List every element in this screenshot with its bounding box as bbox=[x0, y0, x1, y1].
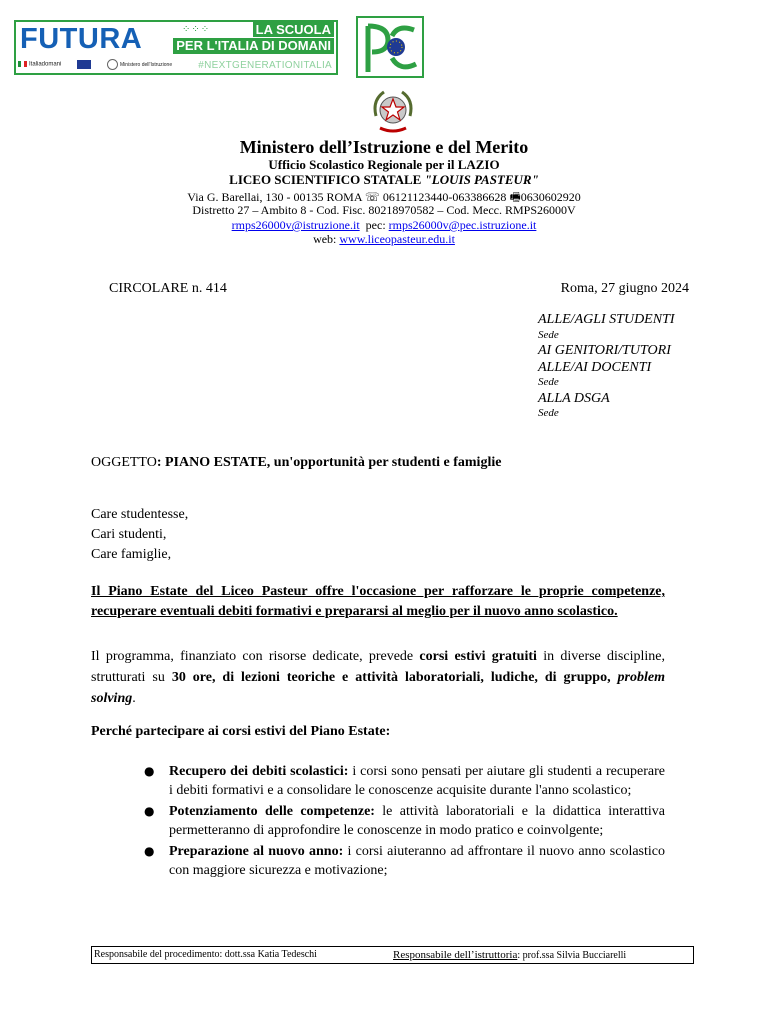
school-logo bbox=[356, 16, 424, 78]
recipient-teachers: ALLE/AI DOCENTI bbox=[538, 360, 652, 375]
school-name: LICEO SCIENTIFICO STATALE "LOUIS PASTEUR" bbox=[229, 172, 539, 187]
circolare-number: CIRCOLARE n. 414 bbox=[109, 281, 227, 296]
list-item: ● Potenziamento delle competenze: le attività laboratoriali e la didattica interattiva permetteranno di approfondire le conoscenze in modo pratico e coinvolgente; bbox=[144, 804, 665, 838]
ministry-mini-logo: Ministero dell'Istruzione bbox=[107, 59, 172, 70]
website-link[interactable]: www.liceopasteur.edu.it bbox=[339, 232, 455, 246]
greeting-line: Cari studenti, bbox=[91, 527, 167, 542]
bullet-icon: ● bbox=[144, 844, 155, 858]
footer-responsibles bbox=[91, 946, 694, 964]
eu-flag-icon bbox=[77, 60, 91, 69]
recipient-parents: AI GENITORI/TUTORI bbox=[538, 343, 671, 358]
italy-flag-icon bbox=[18, 61, 27, 67]
letter-date: Roma, 27 giugno 2024 bbox=[560, 281, 689, 296]
futura-logo bbox=[14, 20, 338, 75]
school-codes: Distretto 27 – Ambito 8 - Cod. Fisc. 80218970582 – Cod. Mecc. RMPS26000V bbox=[192, 203, 576, 217]
futura-hashtag: #NEXTGENERATIONITALIA bbox=[198, 60, 332, 71]
futura-slogan-line1: LA SCUOLA bbox=[253, 22, 334, 37]
benefits-list bbox=[144, 762, 665, 882]
school-website bbox=[0, 232, 768, 247]
recipient-students-sede: Sede bbox=[538, 329, 559, 341]
pec-link[interactable]: rmps26000v@pec.istruzione.it bbox=[388, 218, 537, 232]
greeting-line: Care famiglie, bbox=[91, 547, 172, 562]
subject-label: OGGETTO bbox=[91, 455, 157, 470]
eu-logo bbox=[77, 60, 91, 69]
futura-dots-decoration: ⁘⁘⁘ bbox=[182, 24, 211, 35]
recipient-teachers-sede: Sede bbox=[538, 376, 559, 388]
web-label: web: bbox=[313, 232, 337, 246]
program-paragraph: Il programma, finanziato con risorse dedicate, prevede corsi estivi gratuiti in diverse discipline, strutturati su 30 ore, di lezioni teoriche e attività laboratoriali, ludiche, di gruppo, problem solving. bbox=[91, 649, 665, 706]
italian-republic-emblem-icon bbox=[370, 86, 416, 136]
list-item: ● Preparazione al nuovo anno: i corsi aiuteranno ad affrontare il nuovo anno scolastico con maggiore sicurezza e motivazione; bbox=[144, 844, 665, 878]
bullet-icon: ● bbox=[144, 764, 155, 778]
email-link[interactable]: rmps26000v@istruzione.it bbox=[231, 218, 360, 232]
futura-wordmark: FUTURA bbox=[20, 23, 143, 55]
intro-paragraph: Il Piano Estate del Liceo Pasteur offre l'occasione per rafforzare le proprie competenze, recuperare eventuali debiti formativi e prepararsi al meglio per il nuovo anno scolastico. bbox=[91, 584, 665, 619]
school-emails bbox=[0, 218, 768, 233]
recipient-dsga: ALLA DSGA bbox=[538, 391, 610, 406]
futura-partner-logos bbox=[18, 59, 172, 70]
recipient-dsga-sede: Sede bbox=[538, 407, 559, 419]
emblem-icon bbox=[107, 59, 118, 70]
footer-inquiry-responsible: Responsabile dell’istruttoria: prof.ssa Silvia Bucciarelli bbox=[393, 949, 627, 961]
regional-office: Ufficio Scolastico Regionale per il LAZIO bbox=[268, 157, 500, 172]
list-item: ● Recupero dei debiti scolastici: i corsi sono pensati per aiutare gli studenti a recuperare i debiti formativi e a consolidare le conoscenze acquisite durante l'anno scolastico; bbox=[144, 764, 665, 798]
subject-line bbox=[91, 454, 501, 472]
futura-slogan-line2: PER L'ITALIA DI DOMANI bbox=[173, 38, 334, 54]
pec-label: pec: bbox=[365, 218, 386, 232]
bullet-icon: ● bbox=[144, 804, 155, 818]
school-logo-icon bbox=[358, 18, 422, 76]
italiadomani-logo: Italiadomani bbox=[18, 61, 61, 68]
subject-text: : PIANO ESTATE, un'opportunità per studenti e famiglie bbox=[156, 455, 502, 470]
ministry-title: Ministero dell’Istruzione e del Merito bbox=[239, 137, 529, 157]
recipient-students: ALLE/AGLI STUDENTI bbox=[538, 312, 675, 327]
greeting-line: Care studentesse, bbox=[91, 507, 189, 522]
footer-procedure-responsible: Responsabile del procedimento: dott.ssa Katia Tedeschi bbox=[94, 949, 317, 960]
school-address: Via G. Barellai, 130 - 00135 ROMA ☏ 06121123440-063386628 🖷0630602920 bbox=[187, 190, 581, 204]
why-heading: Perché partecipare ai corsi estivi del Piano Estate: bbox=[91, 724, 391, 739]
greetings bbox=[91, 505, 188, 565]
